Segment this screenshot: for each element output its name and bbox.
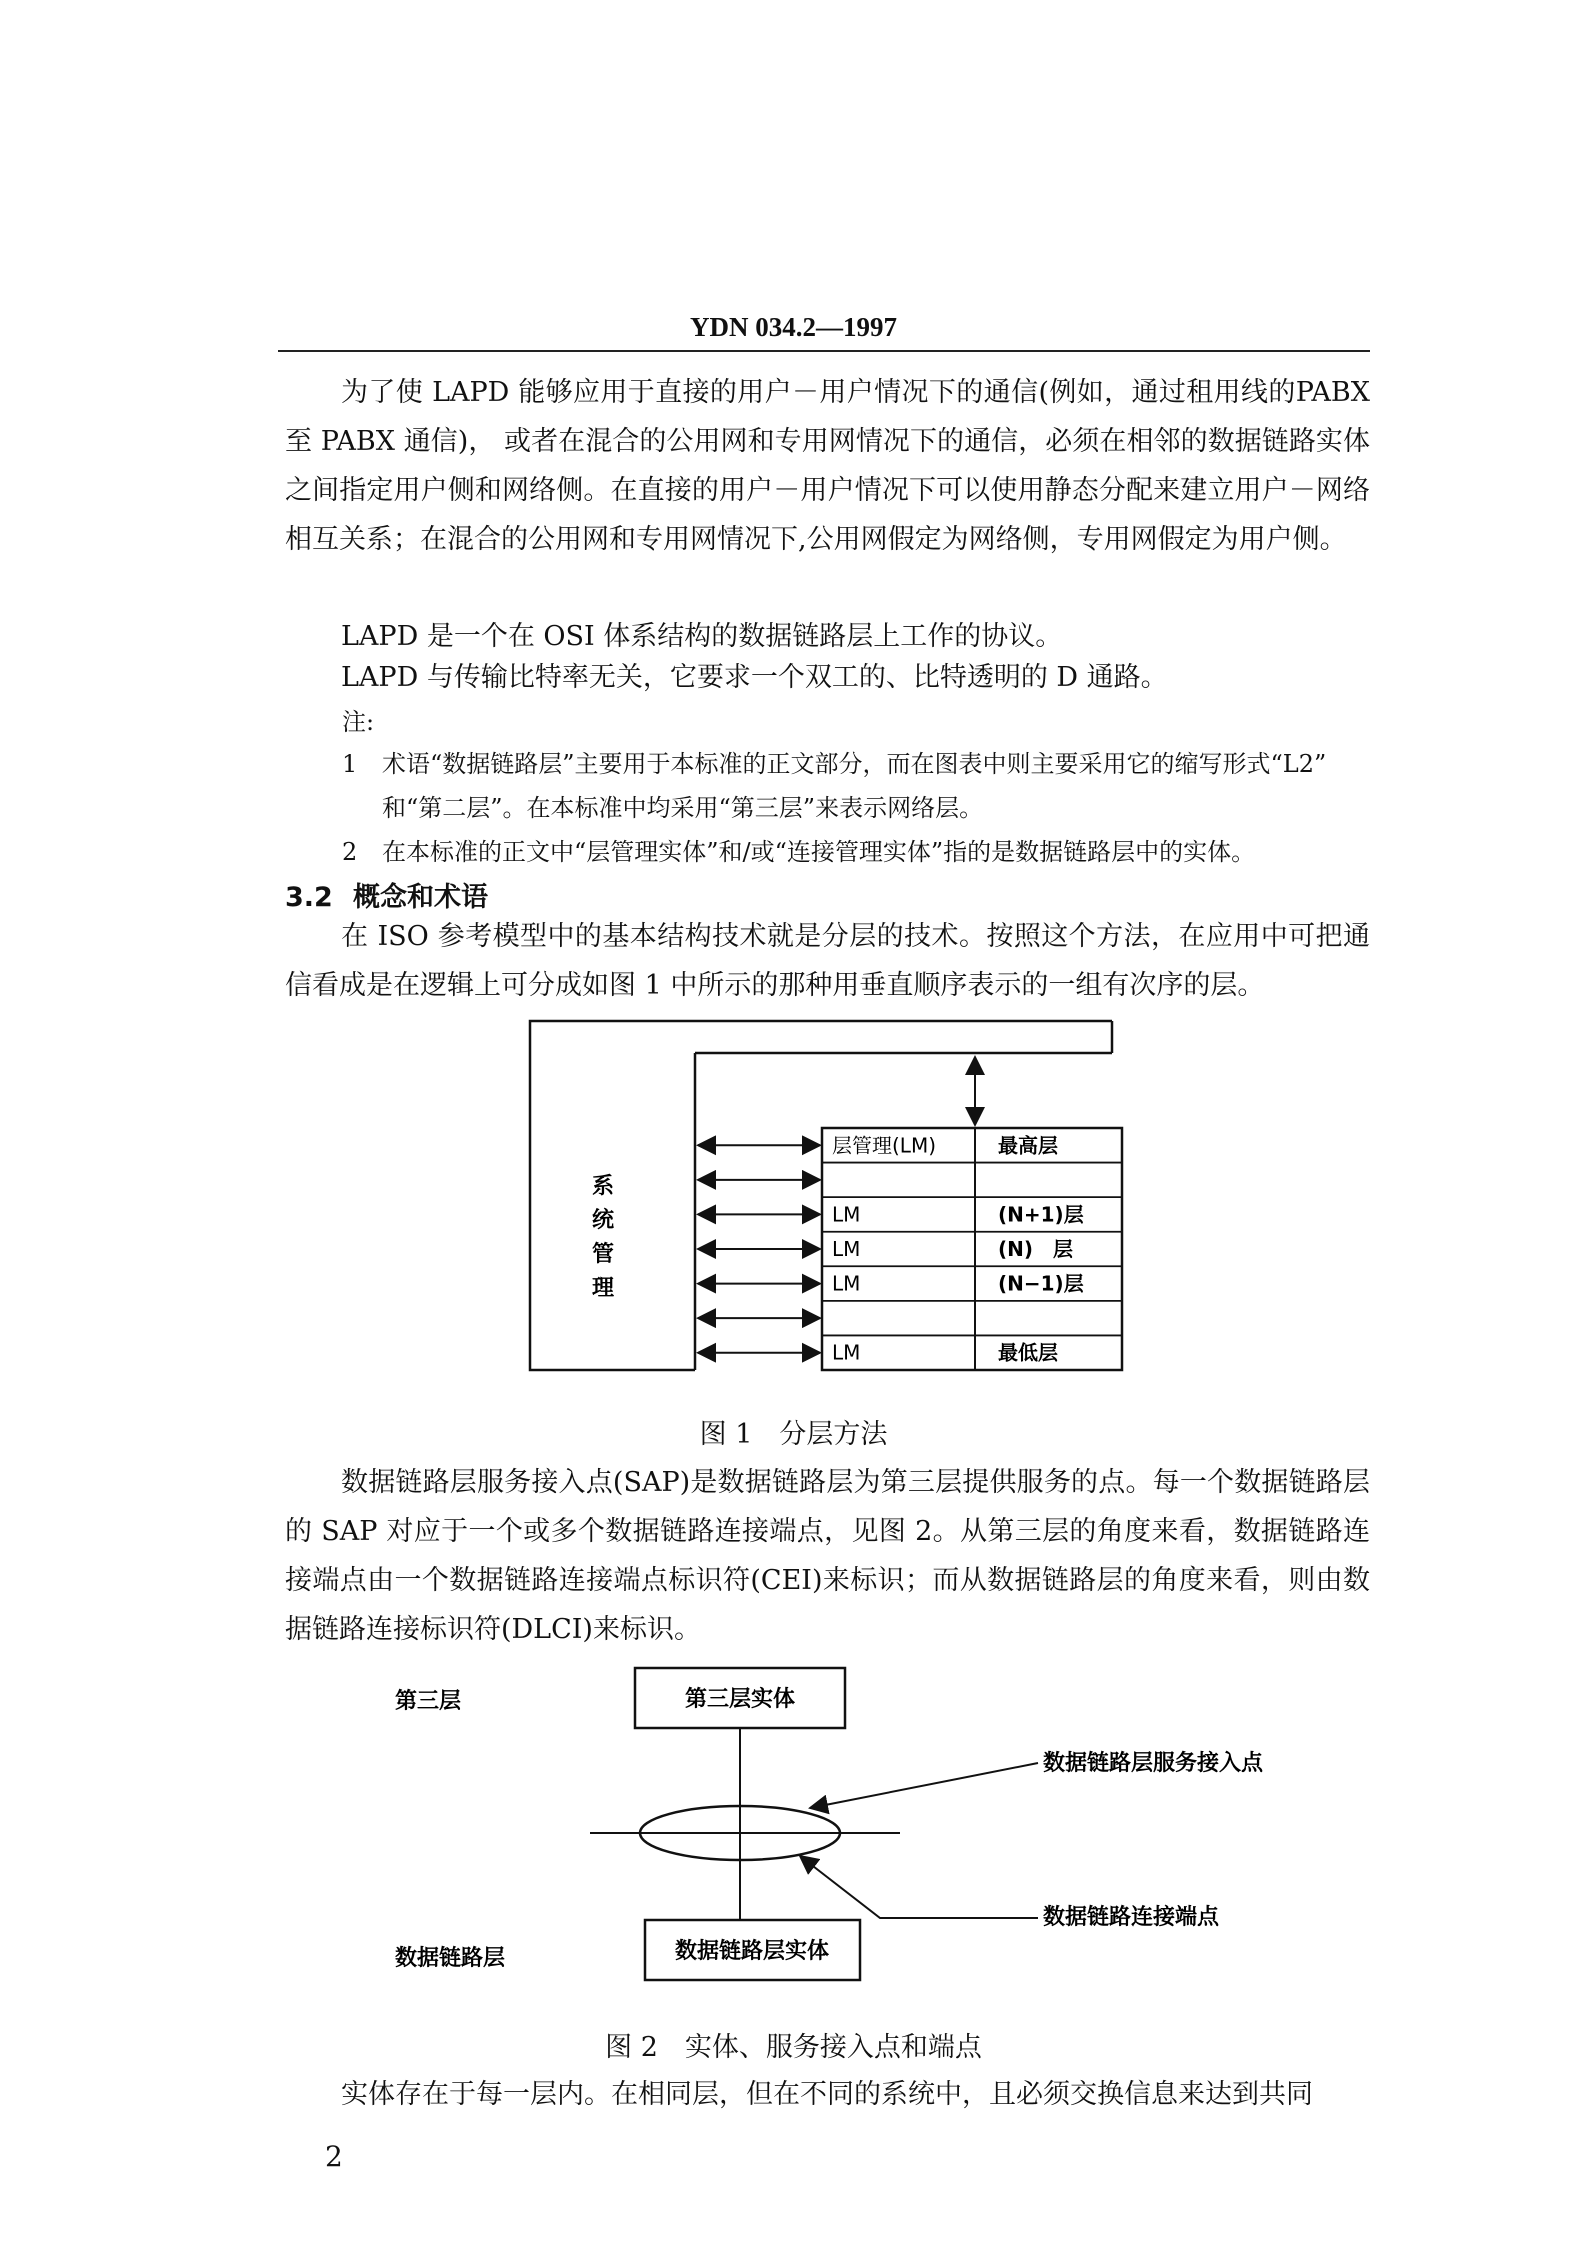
header-rule (278, 350, 1370, 352)
layer3-entity-label: 第三层实体 (684, 1687, 796, 1712)
sap-label: 数据链路层服务接入点 (1043, 1751, 1264, 1776)
layer-row-right-label: 最高层 (998, 1133, 1058, 1158)
page-header: YDN 034.2—1997 (690, 312, 897, 342)
sap-pointer-arrow (810, 1763, 1038, 1808)
layer-row-right-label: (N+1)层 (998, 1202, 1084, 1227)
cep-pointer-arrow (800, 1856, 1038, 1918)
layer2-entity-label: 数据链路层实体 (674, 1939, 830, 1964)
note-number: 2 (342, 838, 358, 866)
note-1 (342, 742, 1372, 830)
layer-row-left-label: LM (832, 1202, 861, 1227)
note-text: 术语“数据链路层”主要用于本标准的正文部分，而在图表中则主要采用它的缩写形式“L2” (382, 750, 1327, 778)
figure-1-diagram (520, 1015, 1140, 1390)
system-label-char: 系 (592, 1174, 615, 1199)
system-label-char: 统 (592, 1208, 615, 1233)
layer-row-right-label: (N) 层 (998, 1237, 1074, 1261)
paragraph-5: 数据链路层服务接入点(SAP)是数据链路层为第三层提供服务的点。每一个数据链路层的 SAP 对应于一个或多个数据链路连接端点，见图 2。从第三层的角度来看，数据链路连接端点由一个数据链路连接端点标识符(CEI)来标识；而从数据链路层的角度来看，则由数据链路连接标识符(DLCI)来标识。 (285, 1467, 1370, 1645)
system-label-char: 管 (592, 1242, 615, 1267)
note-2 (342, 830, 1372, 874)
note-text-continued: 和“第二层”。在本标准中均采用“第三层”来表示网络层。 (382, 794, 984, 822)
figure-1-caption: 图 1 分层方法 (699, 1419, 888, 1450)
layer-row-left-label: LM (832, 1237, 861, 1261)
note-label: 注: (342, 708, 375, 736)
paragraph-6: 实体存在于每一层内。在相同层，但在不同的系统中，且必须交换信息来达到共同 (341, 2079, 1313, 2110)
layer-arrows (698, 1145, 820, 1352)
paragraph-2: LAPD 是一个在 OSI 体系结构的数据链路层上工作的协议。 (341, 621, 1063, 652)
note-text: 在本标准的正文中“层管理实体”和/或“连接管理实体”指的是数据链路层中的实体。 (382, 838, 1256, 866)
layer-row-right-label: (N−1)层 (998, 1271, 1084, 1296)
system-label-char: 理 (592, 1276, 615, 1301)
paragraph-3: LAPD 与传输比特率无关，它要求一个双工的、比特透明的 D 通路。 (341, 662, 1168, 693)
figure-2-diagram (380, 1660, 1360, 2000)
section-title: 概念和术语 (353, 882, 488, 913)
paragraph-1: 为了使 LAPD 能够应用于直接的用户－用户情况下的通信(例如，通过租用线的PABX 至 PABX 通信)， 或者在混合的公用网和专用网情况下的通信，必须在相邻的数据链路实体之间指定用户侧和网络侧。在直接的用户－用户情况下可以使用静态分配来建立用户－网络相互关系；在混合的公用网和专用网情况下,公用网假定为网络侧，专用网假定为用户侧。 (285, 377, 1370, 555)
layer-row-right-label: 最低层 (998, 1340, 1058, 1365)
note-number: 1 (342, 750, 358, 778)
layer-table (822, 1128, 1122, 1370)
section-heading (285, 875, 488, 914)
layer2-label: 数据链路层 (395, 1946, 506, 1971)
page-number: 2 (325, 2140, 343, 2173)
cep-label: 数据链路连接端点 (1043, 1905, 1220, 1930)
section-number: 3.2 (285, 882, 333, 913)
layer3-label: 第三层 (395, 1689, 462, 1714)
layer-row-left-label: LM (832, 1340, 861, 1365)
layer-table-rows (822, 1133, 1122, 1364)
figure-2-caption: 图 2 实体、服务接入点和端点 (605, 2032, 982, 2063)
layer-row-left-label: LM (832, 1271, 861, 1296)
paragraph-4: 在 ISO 参考模型中的基本结构技术就是分层的技术。按照这个方法，在应用中可把通信看成是在逻辑上可分成如图 1 中所示的那种用垂直顺序表示的一组有次序的层。 (285, 921, 1370, 1001)
layer-row-left-label: 层管理(LM) (832, 1133, 937, 1158)
